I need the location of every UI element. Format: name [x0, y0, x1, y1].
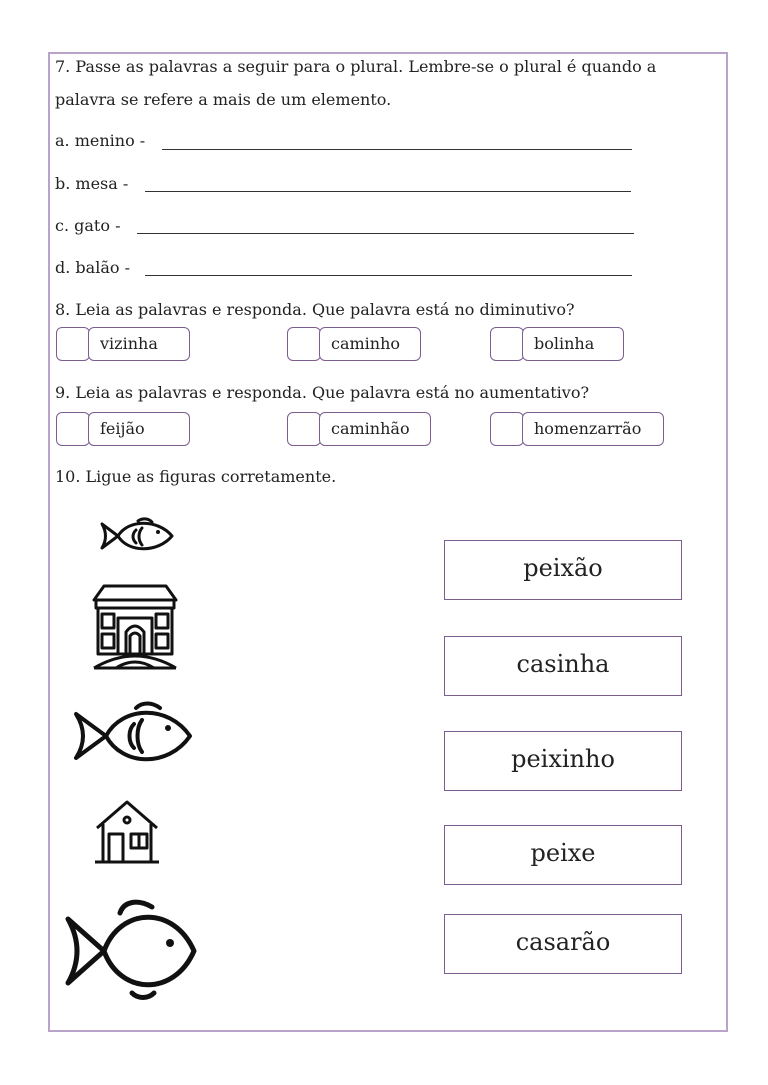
q8-prompt: 8. Leia as palavras e responda. Que palavra está no diminutivo? [55, 300, 575, 319]
checkbox[interactable] [287, 327, 321, 361]
small-fish-icon[interactable] [98, 516, 176, 556]
word-box-casinha[interactable]: casinha [444, 636, 682, 696]
option-label: caminhão [319, 412, 431, 446]
option-label: feijão [88, 412, 190, 446]
q7-item-a: a. menino - [55, 131, 146, 150]
q7-item-c: c. gato - [55, 216, 121, 235]
word-box-peixinho[interactable]: peixinho [444, 731, 682, 791]
option-label: homenzarrão [522, 412, 664, 446]
mansion-icon[interactable] [90, 582, 180, 674]
q7-answer-line-d[interactable] [145, 275, 632, 276]
checkbox[interactable] [56, 412, 90, 446]
word-box-casarao[interactable]: casarão [444, 914, 682, 974]
word-box-peixao[interactable]: peixão [444, 540, 682, 600]
big-fish-icon[interactable] [62, 895, 198, 1003]
checkbox[interactable] [490, 412, 524, 446]
q7-answer-line-b[interactable] [145, 191, 631, 192]
checkbox[interactable] [490, 327, 524, 361]
q10-prompt: 10. Ligue as figuras corretamente. [55, 467, 337, 486]
q7-item-d: d. balão - [55, 258, 130, 277]
checkbox[interactable] [56, 327, 90, 361]
word-box-peixe[interactable]: peixe [444, 825, 682, 885]
option-label: caminho [319, 327, 421, 361]
q7-answer-line-a[interactable] [162, 149, 632, 150]
option-label: vizinha [88, 327, 190, 361]
q7-prompt-line1: 7. Passe as palavras a seguir para o plural. Lembre-se o plural é quando a [55, 57, 657, 76]
medium-fish-icon[interactable] [72, 698, 194, 772]
checkbox[interactable] [287, 412, 321, 446]
q7-prompt-line2: palavra se refere a mais de um elemento. [55, 90, 392, 109]
small-house-icon[interactable] [93, 798, 161, 866]
q7-answer-line-c[interactable] [137, 233, 634, 234]
option-label: bolinha [522, 327, 624, 361]
q7-item-b: b. mesa - [55, 174, 129, 193]
q9-prompt: 9. Leia as palavras e responda. Que palavra está no aumentativo? [55, 383, 590, 402]
